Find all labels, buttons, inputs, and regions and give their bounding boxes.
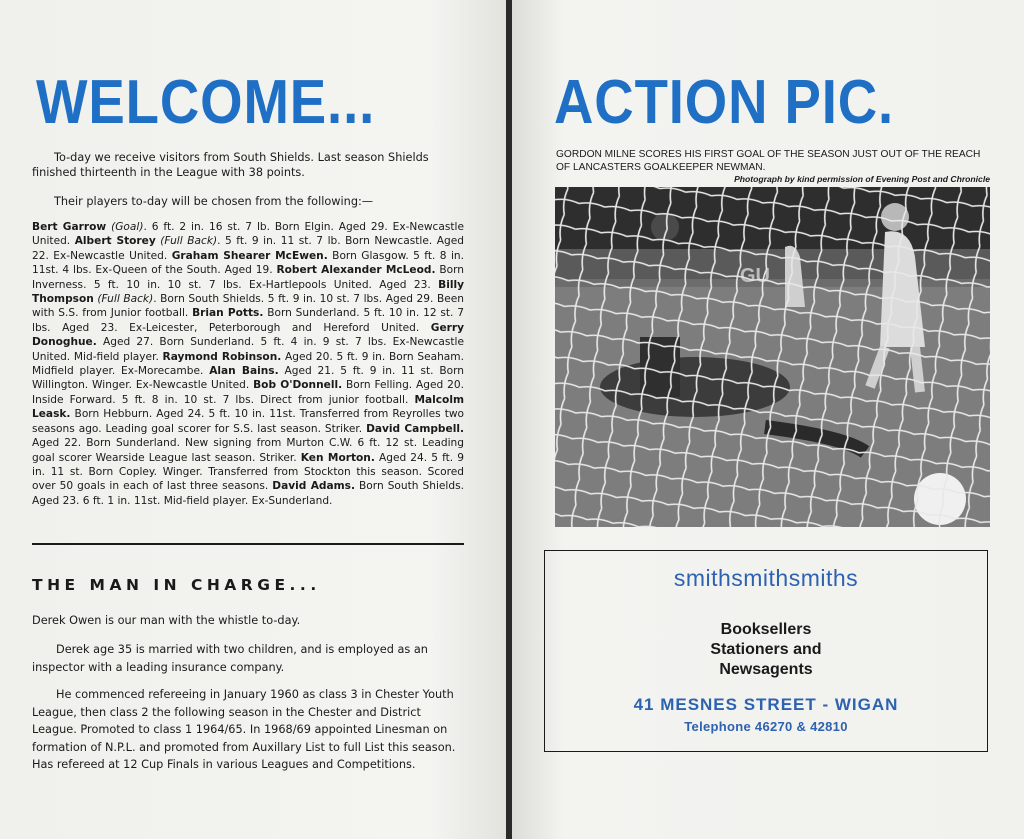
- player-role: (Goal): [111, 221, 144, 233]
- ad-line-booksellers: Booksellers: [720, 621, 812, 638]
- referee-intro: Derek Owen is our man with the whistle to-day.: [32, 614, 301, 627]
- player-details: Aged 22. Born Sunderland. New signing from Murton C.W. 6 ft. 12 st. Leading goal scorer Wearside League last season. Striker.: [32, 437, 464, 464]
- intro-paragraph: To-day we receive visitors from South Shields. Last season Shields finished thirteenth in the League with 38 points.: [32, 151, 429, 179]
- player-name: Graham Shearer McEwen.: [171, 249, 328, 262]
- player-details: Aged 24. 5 ft. 9 in. 11 st. Born Copley. Winger. Transferred from Stockton this season. Scored over 50 goals in each of last three seasons.: [32, 451, 465, 493]
- referee-family: Derek age 35 is married with two children, and is employed as an inspector with a leading insurance company.: [32, 643, 428, 674]
- photo-credit: Photograph by kind permission of Evening Post and Chronicle: [734, 174, 990, 184]
- action-photo: [555, 187, 990, 527]
- player-name: Bob O'Donnell.: [253, 379, 343, 392]
- player-details: Aged 20. 5 ft. 9 in. Born Seaham. Midfield player. Ex-Morecambe.: [32, 350, 464, 378]
- action-photo-illustration: [555, 187, 990, 527]
- players-intro: Their players to-day will be chosen from the following:—: [54, 195, 374, 208]
- action-pic-title: ACTION PIC.: [554, 68, 895, 137]
- ad-phone: Telephone 46270 & 42810: [684, 719, 848, 734]
- player-name: Albert Storey: [74, 235, 156, 248]
- player-details: Born Glasgow. 5 ft. 8 in. 11st. 4 lbs. Ex-Queen of the South. Aged 19.: [32, 249, 465, 277]
- player-details: . 6 ft. 2 in. 16 st. 7 lb. Born Elgin. Aged 29. Ex-Newcastle United.: [32, 221, 464, 248]
- welcome-title: WELCOME...: [36, 68, 376, 137]
- player-name: Ken Morton.: [300, 451, 375, 464]
- player-details: Born Hebburn. Aged 24. 5 ft. 10 in. 11st. Transferred from Reyrolles two seasons ago. Leading goal scorer for S.S. last season. Striker.: [32, 408, 464, 435]
- ad-brand: smithsmithsmiths: [673, 565, 859, 591]
- player-details: Aged 21. 5 ft. 9 in. 11 st. Born Willington. Winger. Ex-Newcastle United.: [32, 365, 465, 392]
- player-role: (Full Back): [97, 293, 154, 306]
- player-details: Born Inverness. 5 ft. 10 in. 10 st. 7 lbs. Ex-Hartlepools United. Aged 23.: [32, 264, 465, 291]
- photo-caption: GORDON MILNE SCORES HIS FIRST GOAL OF THE SEASON JUST OUT OF THE REACH OF LANCASTERS GOALKEEPER NEWMAN.: [556, 149, 981, 173]
- player-role: (Full Back): [160, 235, 218, 248]
- player-details: Born South Shields. Aged 23. 6 ft. 1 in. 11st. Mid-field player. Ex-Sunderland.: [32, 480, 464, 507]
- player-name: David Adams.: [272, 480, 355, 493]
- player-name: Brian Potts.: [192, 307, 264, 320]
- player-details: . 5 ft. 9 in. 11 st. 7 lb. Born Newcastle. Aged 22. Ex-Newcastle United.: [32, 235, 464, 262]
- player-name: Gerry Donoghue.: [32, 321, 464, 349]
- player-name: Raymond Robinson.: [162, 350, 282, 363]
- right-page: [512, 0, 1024, 839]
- player-name: Robert Alexander McLeod.: [276, 264, 436, 277]
- player-details: Born Sunderland. 5 ft. 10 in. 12 st. 7 lbs. Aged 23. Ex-Leicester, Peterborough and Hereford United.: [32, 307, 464, 334]
- divider-rule: [32, 543, 464, 545]
- left-page: [0, 0, 506, 839]
- player-name: Malcolm Leask.: [32, 393, 464, 421]
- man-in-charge-title: THE MAN IN CHARGE...: [32, 576, 321, 594]
- player-name: Billy Thompson: [32, 278, 464, 306]
- ad-line-stationers: Stationers and: [710, 641, 822, 658]
- player-name: David Campbell.: [366, 422, 464, 435]
- player-details: . Born South Shields. 5 ft. 9 in. 10 st. 7 lbs. Aged 29. Been with S.S. from Junior football.: [32, 293, 464, 320]
- advertisement-box: [544, 550, 988, 752]
- players-list: [32, 220, 464, 508]
- ad-address: 41 MESNES STREET - WIGAN: [633, 695, 899, 714]
- player-details: Aged 27. Born Sunderland. 5 ft. 4 in. 9 st. 7 lbs. Ex-Newcastle United. Mid-field player.: [32, 336, 464, 363]
- player-name: Alan Bains.: [209, 365, 279, 378]
- player-details: Born Felling. Aged 20. Inside Forward. 5 ft. 8 in. 10 st. 7 lbs. Direct from junior football.: [32, 379, 464, 406]
- referee-career: He commenced refereeing in January 1960 as class 3 in Chester Youth League, then class 2 the following season in the Chester and District League. Promoted to class 1 1964/65. In 1968/69 appointed Linesman on formation of N.P.L. and promoted from Auxillary List to full List this season. Has refereed at 12 Cup Finals in various Leagues and Competitions.: [32, 688, 456, 771]
- ad-line-newsagents: Newsagents: [719, 661, 813, 678]
- player-name: Bert Garrow: [32, 221, 107, 233]
